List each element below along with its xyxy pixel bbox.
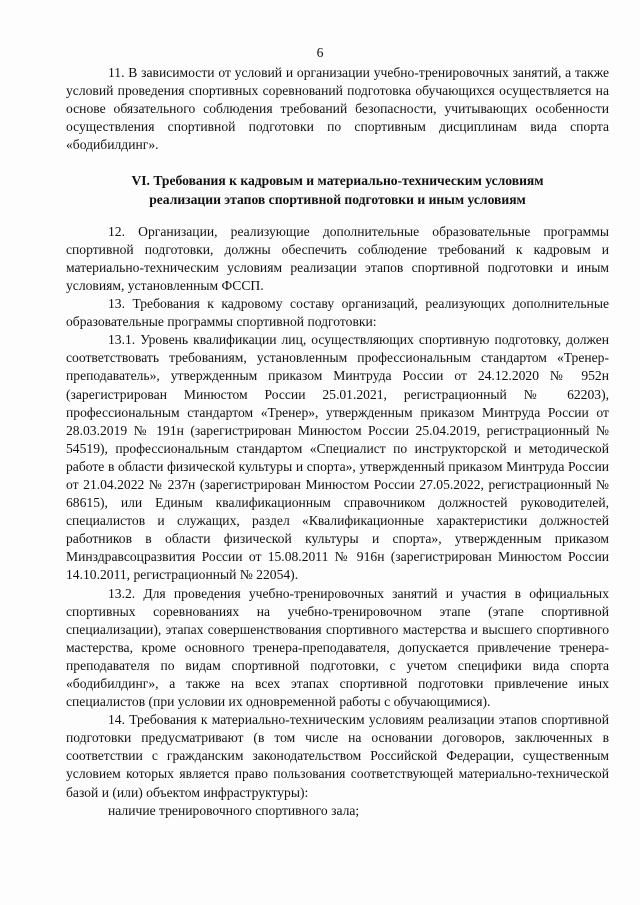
section-heading (66, 172, 609, 208)
paragraph-11: 11. В зависимости от условий и организации учебно-тренировочных занятий, а также условий проведения спортивных соревнований подготовка обучающихся осуществляется на основе обязательного соблюдения требований безопасности, учитывающих особенности осуществления спортивной подготовки по спортивным дисциплинам вида спорта «бодибилдинг». (66, 65, 609, 153)
paragraph-13: 13. Требования к кадровому составу организаций, реализующих дополнительные образовательные программы спортивной подготовки: (66, 296, 609, 330)
paragraph-13-2: 13.2. Для проведения учебно-тренировочных занятий и участия в официальных спортивных соревнованиях на учебно-тренировочном этапе (этапе спортивной специализации), этапах совершенствования спортивного мастерства и высшего спортивного мастерства, кроме основного тренера-преподавателя, допускается привлечение тренера-преподавателя по видам спортивной подготовки, с учетом специфики вида спорта «бодибилдинг», а также на всех этапах спортивной подготовки привлечение иных специалистов (при условии их одновременной работы с обучающимися). (66, 585, 609, 710)
paragraph-13-1: 13.1. Уровень квалификации лиц, осуществляющих спортивную подготовку, должен соответствовать требованиям, установленным профессиональным стандартом «Тренер-преподаватель», утвержденным приказом Минтруда России от 24.12.2020 № 952н (зарегистрирован Минюстом России 25.01.2021, регистрационный № 62203), профессиональным стандартом «Тренер», утвержденным приказом Минтруда России от 28.03.2019 № 191н (зарегистрирован Минюстом России 25.04.2019, регистрационный № 54519), профессиональным стандартом «Специалист по инструкторской и методической работе в области физической культуры и спорта», утвержденный приказом Минтруда России от 21.04.2022 № 237н (зарегистрирован Минюстом России 27.05.2022, регистрационный № 68615), или Единым квалификационным справочником должностей руководителей, специалистов и служащих, раздел «Квалификационные характеристики должностей работников в области физической культуры и спорта», утвержденным приказом Минздравсоцразвития России от 15.08.2011 № 916н (зарегистрирован Минюстом России 14.10.2011, регистрационный № 22054). (66, 332, 609, 583)
document-body (66, 64, 609, 820)
section-heading-line-2: реализации этапов спортивной подготовки и иным условиям (149, 191, 526, 207)
paragraph-14: 14. Требования к материально-техническим условиям реализации этапов спортивной подготовки предусматривают (в том числе на основании договоров, заключенных в соответствии с гражданским законодательством Российской Федерации, существенным условием которых является право пользования соответствующей материально-технической базой и (или) объектом инфраструктуры): (66, 712, 609, 800)
list-item-gym: наличие тренировочного спортивного зала; (108, 802, 360, 818)
section-heading-line-1: VI. Требования к кадровым и материально-техническим условиям (131, 173, 544, 189)
paragraph-12: 12. Организации, реализующие дополнительные образовательные программы спортивной подготовки, должны обеспечить соблюдение требований к кадровым и материально-техническим условиям реализации этапов спортивной подготовки и иным условиям, установленным ФССП. (66, 223, 609, 293)
page-number: 6 (316, 45, 324, 60)
